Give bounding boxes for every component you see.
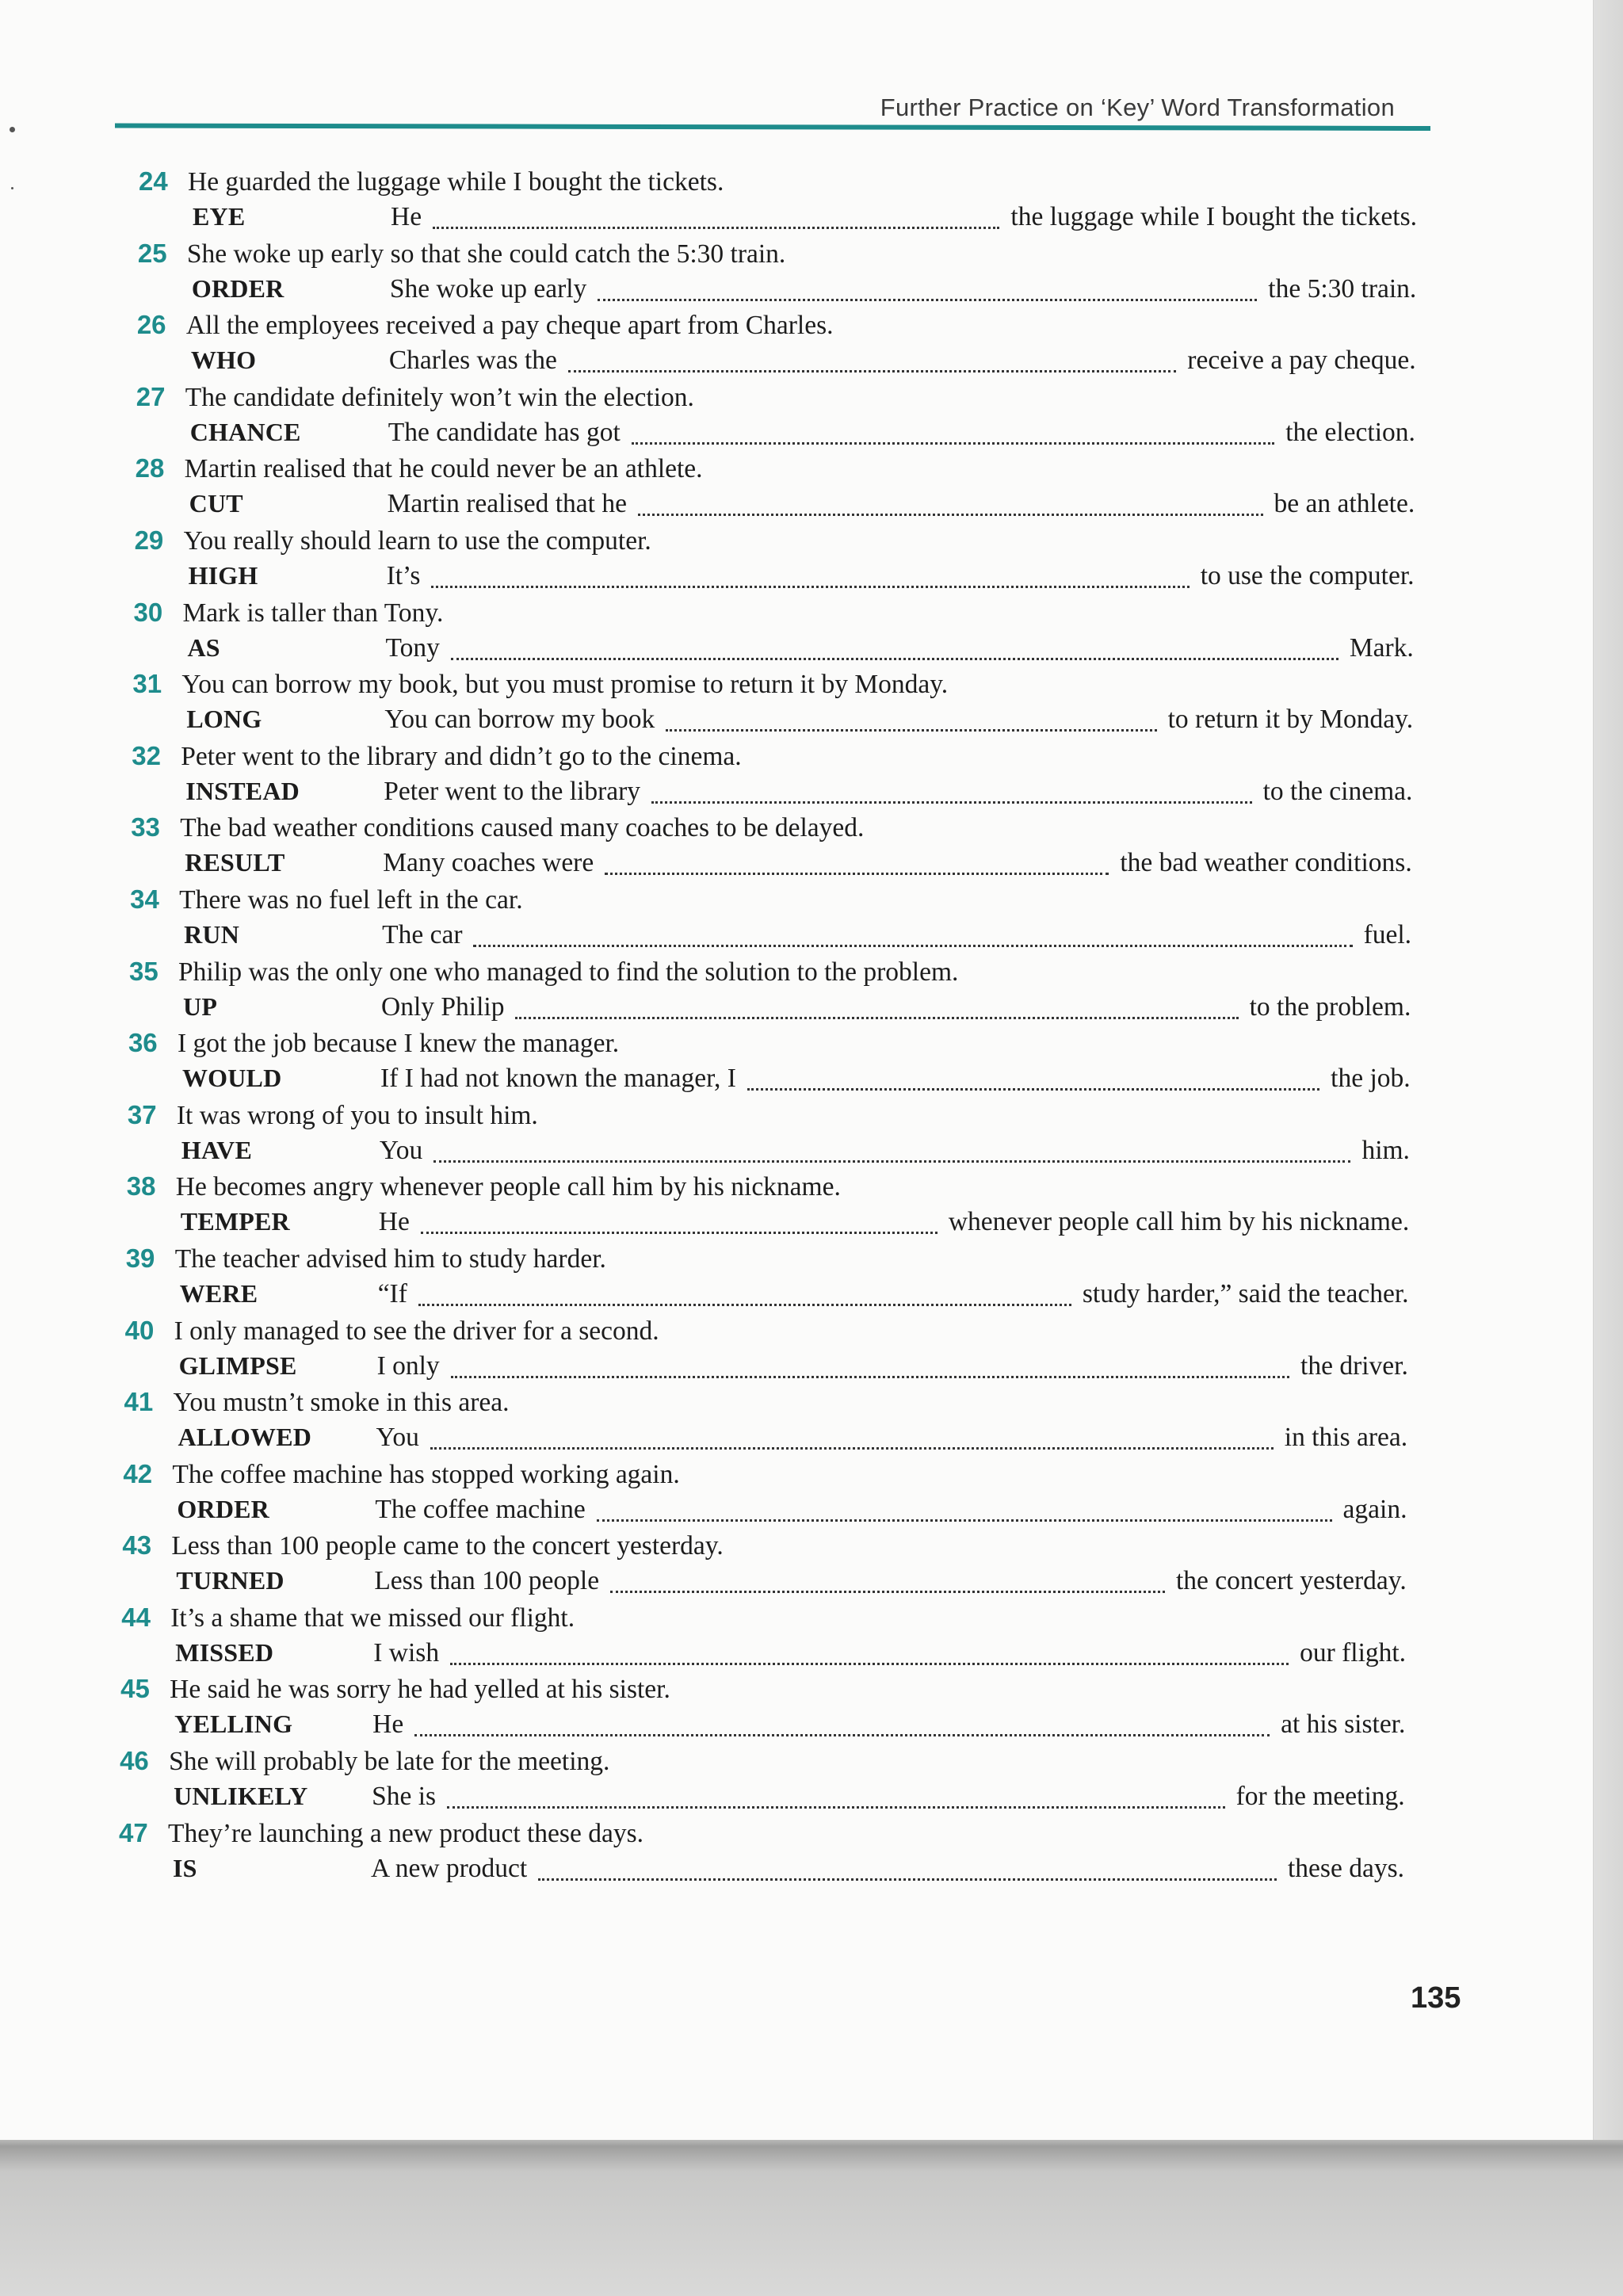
answer-line: [186, 705, 1413, 738]
answer-line: [174, 1782, 1405, 1815]
answer-end: be an athlete.: [1274, 489, 1415, 519]
answer-line: [176, 1566, 1406, 1599]
question-line: [119, 1818, 643, 1851]
answer-end: to use the computer.: [1200, 560, 1415, 590]
answer-blank[interactable]: [433, 1160, 1350, 1163]
question-line: [122, 1530, 723, 1564]
scan-speck: [11, 187, 13, 189]
original-sentence: There was no fuel left in the car.: [179, 884, 523, 915]
item-number: 40: [124, 1315, 155, 1345]
key-word: RUN: [184, 919, 240, 949]
original-sentence: He guarded the luggage while I bought the tickets.: [188, 167, 724, 197]
answer-start: He: [378, 1207, 410, 1237]
item-number: 34: [130, 884, 159, 914]
item-number: 26: [136, 310, 166, 340]
answer-blank[interactable]: [598, 299, 1257, 301]
exercise-item: [0, 1028, 1593, 1100]
answer-blank[interactable]: [447, 1806, 1225, 1809]
item-number: 37: [127, 1099, 157, 1129]
item-number: 46: [120, 1746, 149, 1776]
original-sentence: You mustn’t smoke in this area.: [173, 1388, 510, 1418]
item-number: 47: [119, 1817, 148, 1847]
answer-blank[interactable]: [568, 370, 1176, 372]
original-sentence: She woke up early so that she could catch the 5:30 train.: [186, 239, 786, 269]
answer-line: [184, 920, 1411, 953]
question-line: [123, 1459, 679, 1492]
answer-blank[interactable]: [451, 1376, 1289, 1378]
original-sentence: I only managed to see the driver for a second.: [174, 1316, 659, 1346]
page-number: 135: [1411, 1981, 1461, 2015]
key-word: LONG: [186, 705, 262, 734]
key-word: IS: [173, 1853, 197, 1882]
exercise-item: [0, 453, 1593, 525]
item-number: 41: [124, 1387, 154, 1417]
original-sentence: The candidate definitely won’t win the election.: [185, 382, 694, 412]
answer-start: Only Philip: [381, 991, 505, 1022]
key-word: TEMPER: [180, 1207, 290, 1236]
key-word: RESULT: [185, 848, 285, 877]
answer-start: I wish: [373, 1637, 440, 1668]
exercise-item: [0, 884, 1593, 957]
exercise-item: [0, 957, 1593, 1029]
exercise-item: [0, 1818, 1593, 1890]
answer-end: to the problem.: [1249, 991, 1411, 1022]
original-sentence: Less than 100 people came to the concert yesterday.: [171, 1531, 724, 1561]
key-word: AS: [187, 632, 220, 662]
item-number: 36: [128, 1028, 158, 1058]
question-line: [136, 453, 703, 487]
original-sentence: Philip was the only one who managed to find the solution to the problem.: [178, 957, 959, 987]
answer-end: the concert yesterday.: [1175, 1566, 1407, 1596]
question-line: [128, 1028, 619, 1061]
answer-blank[interactable]: [651, 801, 1252, 804]
question-line: [126, 1244, 606, 1277]
item-number: 30: [133, 597, 163, 627]
key-word: EYE: [193, 202, 246, 231]
answer-end: the election.: [1285, 417, 1415, 447]
item-number: 38: [126, 1171, 156, 1201]
question-line: [121, 1603, 575, 1636]
answer-end: fuel.: [1363, 919, 1412, 949]
key-word: UP: [183, 991, 218, 1021]
key-word: YELLING: [174, 1710, 293, 1739]
answer-end: the bad weather conditions.: [1120, 848, 1412, 878]
exercise-item: [0, 598, 1593, 670]
answer-start: I only: [376, 1350, 440, 1381]
exercise-item: [0, 239, 1593, 311]
exercise-item: [0, 382, 1593, 454]
answer-blank[interactable]: [666, 729, 1156, 732]
answer-blank[interactable]: [610, 1591, 1165, 1593]
answer-blank[interactable]: [433, 227, 999, 229]
key-word: HAVE: [181, 1135, 252, 1164]
answer-blank[interactable]: [451, 658, 1338, 660]
answer-blank[interactable]: [515, 1017, 1238, 1019]
item-number: 39: [125, 1243, 155, 1273]
key-word: CUT: [189, 489, 243, 518]
question-line: [125, 1316, 659, 1349]
key-word: WHO: [190, 346, 257, 375]
answer-line: [183, 992, 1411, 1026]
key-word: MISSED: [175, 1637, 274, 1667]
answer-blank[interactable]: [450, 1663, 1289, 1665]
answer-start: She is: [372, 1782, 437, 1812]
answer-end: him.: [1361, 1135, 1410, 1165]
answer-end: to the cinema.: [1262, 776, 1413, 806]
answer-blank[interactable]: [418, 1304, 1071, 1306]
item-number: 42: [123, 1458, 153, 1488]
item-number: 44: [121, 1602, 151, 1632]
answer-start: You: [379, 1135, 423, 1165]
exercise-list: [0, 166, 1593, 1889]
original-sentence: You can borrow my book, but you must promise to return it by Monday.: [181, 670, 949, 700]
key-word: CHANCE: [189, 417, 301, 446]
original-sentence: It was wrong of you to insult him.: [176, 1100, 538, 1130]
original-sentence: The teacher advised him to study harder.: [174, 1244, 606, 1274]
item-number: 27: [136, 381, 166, 411]
original-sentence: They’re launching a new product these days.: [168, 1818, 643, 1848]
original-sentence: You really should learn to use the computer.: [183, 525, 651, 556]
answer-blank[interactable]: [430, 1447, 1274, 1450]
question-line: [132, 669, 948, 702]
question-line: [124, 1387, 510, 1420]
answer-line: [180, 1279, 1409, 1312]
answer-line: [181, 1136, 1410, 1169]
answer-start: Many coaches were: [383, 848, 594, 878]
question-line: [139, 166, 724, 200]
answer-end: again.: [1342, 1494, 1407, 1524]
key-word: TURNED: [176, 1566, 285, 1595]
question-line: [129, 957, 958, 990]
exercise-item: [0, 1100, 1593, 1172]
answer-end: the driver.: [1300, 1350, 1408, 1381]
key-word: WERE: [179, 1278, 258, 1308]
exercise-item: [0, 669, 1593, 741]
answer-line: [189, 489, 1415, 522]
question-line: [133, 598, 443, 631]
question-line: [131, 812, 864, 846]
original-sentence: She will probably be late for the meeting.: [169, 1747, 610, 1777]
page-shadow: [0, 2140, 1623, 2296]
exercise-item: [0, 1244, 1593, 1316]
answer-line: [185, 848, 1412, 881]
answer-line: [173, 1854, 1404, 1887]
exercise-item: [0, 1674, 1593, 1746]
answer-blank[interactable]: [414, 1734, 1270, 1736]
answer-line: [191, 346, 1416, 379]
original-sentence: Peter went to the library and didn’t go to the cinema.: [181, 741, 742, 771]
answer-end: to return it by Monday.: [1167, 705, 1414, 735]
question-line: [138, 239, 785, 272]
answer-line: [181, 1207, 1409, 1240]
answer-blank[interactable]: [605, 873, 1109, 875]
key-word: GLIMPSE: [178, 1350, 297, 1380]
answer-start: “If: [377, 1278, 407, 1308]
item-number: 29: [134, 525, 164, 555]
item-number: 35: [129, 956, 158, 986]
answer-start: The coffee machine: [375, 1494, 586, 1524]
answer-start: A new product: [371, 1853, 528, 1883]
original-sentence: Martin realised that he could never be an athlete.: [184, 454, 703, 484]
exercise-item: [0, 741, 1593, 813]
question-line: [135, 525, 651, 559]
exercise-item: [0, 525, 1593, 598]
answer-line: [193, 202, 1417, 235]
answer-line: [187, 633, 1413, 667]
answer-start: Tony: [385, 632, 440, 663]
answer-blank[interactable]: [597, 1519, 1332, 1522]
answer-start: It’s: [386, 560, 421, 590]
question-line: [130, 884, 522, 918]
key-word: ORDER: [191, 273, 285, 303]
answer-start: Martin realised that he: [387, 489, 627, 519]
answer-end: the job.: [1331, 1064, 1411, 1094]
answer-end: the 5:30 train.: [1268, 273, 1417, 304]
header-rule: [115, 124, 1430, 131]
key-word: ALLOWED: [178, 1423, 312, 1452]
original-sentence: All the employees received a pay cheque apart from Charles.: [185, 311, 834, 341]
answer-start: You: [376, 1423, 419, 1453]
answer-end: for the meeting.: [1235, 1782, 1405, 1812]
answer-start: He: [372, 1710, 404, 1740]
answer-blank[interactable]: [431, 586, 1189, 588]
answer-line: [192, 274, 1416, 308]
original-sentence: It’s a shame that we missed our flight.: [170, 1603, 575, 1633]
answer-line: [178, 1423, 1408, 1456]
answer-start: He: [391, 202, 422, 231]
answer-end: the luggage while I bought the tickets.: [1010, 202, 1417, 231]
exercise-item: [0, 1746, 1593, 1818]
answer-start: The car: [382, 919, 463, 949]
answer-end: at his sister.: [1281, 1710, 1406, 1740]
answer-line: [179, 1351, 1408, 1385]
key-word: WOULD: [181, 1064, 282, 1093]
running-header: Further Practice on ‘Key’ Word Transformation: [880, 94, 1395, 121]
question-line: [128, 1100, 538, 1133]
answer-start: Peter went to the library: [384, 776, 641, 806]
exercise-item: [0, 812, 1593, 884]
answer-line: [177, 1495, 1407, 1528]
exercise-item: [0, 1603, 1593, 1675]
original-sentence: The bad weather conditions caused many coaches to be delayed.: [180, 813, 865, 843]
exercise-item: [0, 1316, 1593, 1388]
item-number: 45: [120, 1674, 150, 1704]
scan-speck: [10, 127, 15, 132]
answer-start: She woke up early: [389, 273, 587, 304]
item-number: 25: [137, 238, 167, 268]
answer-blank[interactable]: [421, 1232, 938, 1234]
answer-blank[interactable]: [538, 1878, 1277, 1881]
answer-end: receive a pay cheque.: [1187, 346, 1416, 376]
answer-blank[interactable]: [747, 1088, 1319, 1091]
key-word: HIGH: [188, 560, 258, 590]
answer-line: [189, 561, 1415, 594]
answer-line: [182, 1064, 1411, 1097]
key-word: ORDER: [177, 1494, 269, 1523]
exercise-item: [0, 1387, 1593, 1459]
answer-start: Charles was the: [388, 346, 557, 376]
answer-start: The candidate has got: [388, 417, 621, 447]
answer-blank[interactable]: [632, 442, 1274, 445]
answer-start: You can borrow my book: [384, 705, 655, 735]
question-line: [120, 1674, 670, 1707]
original-sentence: I got the job because I knew the manager.: [177, 1029, 620, 1059]
question-line: [120, 1746, 609, 1779]
original-sentence: The coffee machine has stopped working again.: [172, 1459, 680, 1489]
item-number: 24: [139, 166, 168, 196]
answer-end: these days.: [1288, 1853, 1404, 1883]
answer-line: [190, 418, 1415, 451]
original-sentence: He becomes angry whenever people call him by his nickname.: [175, 1172, 841, 1202]
answer-line: [175, 1638, 1406, 1671]
exercise-item: [0, 310, 1593, 382]
question-line: [127, 1171, 841, 1205]
answer-end: in this area.: [1284, 1423, 1408, 1453]
exercise-item: [0, 1530, 1593, 1603]
item-number: 43: [122, 1530, 152, 1561]
answer-blank[interactable]: [473, 945, 1352, 947]
original-sentence: He said he was sorry he had yelled at his sister.: [170, 1675, 670, 1705]
item-number: 28: [135, 453, 165, 483]
item-number: 32: [132, 740, 162, 770]
answer-end: whenever people call him by his nickname.: [948, 1207, 1410, 1237]
answer-start: If I had not known the manager, I: [380, 1064, 736, 1094]
item-number: 33: [131, 812, 160, 842]
answer-end: our flight.: [1300, 1637, 1407, 1668]
answer-end: Mark.: [1349, 632, 1414, 663]
question-line: [137, 310, 834, 343]
answer-line: [185, 777, 1412, 810]
item-number: 31: [132, 669, 162, 699]
exercise-item: [0, 1171, 1593, 1244]
answer-start: Less than 100 people: [374, 1566, 600, 1596]
exercise-item: [0, 166, 1593, 239]
answer-end: study harder,” said the teacher.: [1082, 1278, 1409, 1308]
question-line: [136, 382, 694, 415]
key-word: INSTEAD: [185, 776, 300, 805]
answer-blank[interactable]: [638, 514, 1263, 516]
original-sentence: Mark is taller than Tony.: [182, 598, 444, 628]
exercise-item: [0, 1459, 1593, 1531]
question-line: [132, 741, 741, 774]
answer-line: [174, 1710, 1405, 1743]
key-word: UNLIKELY: [174, 1782, 308, 1811]
